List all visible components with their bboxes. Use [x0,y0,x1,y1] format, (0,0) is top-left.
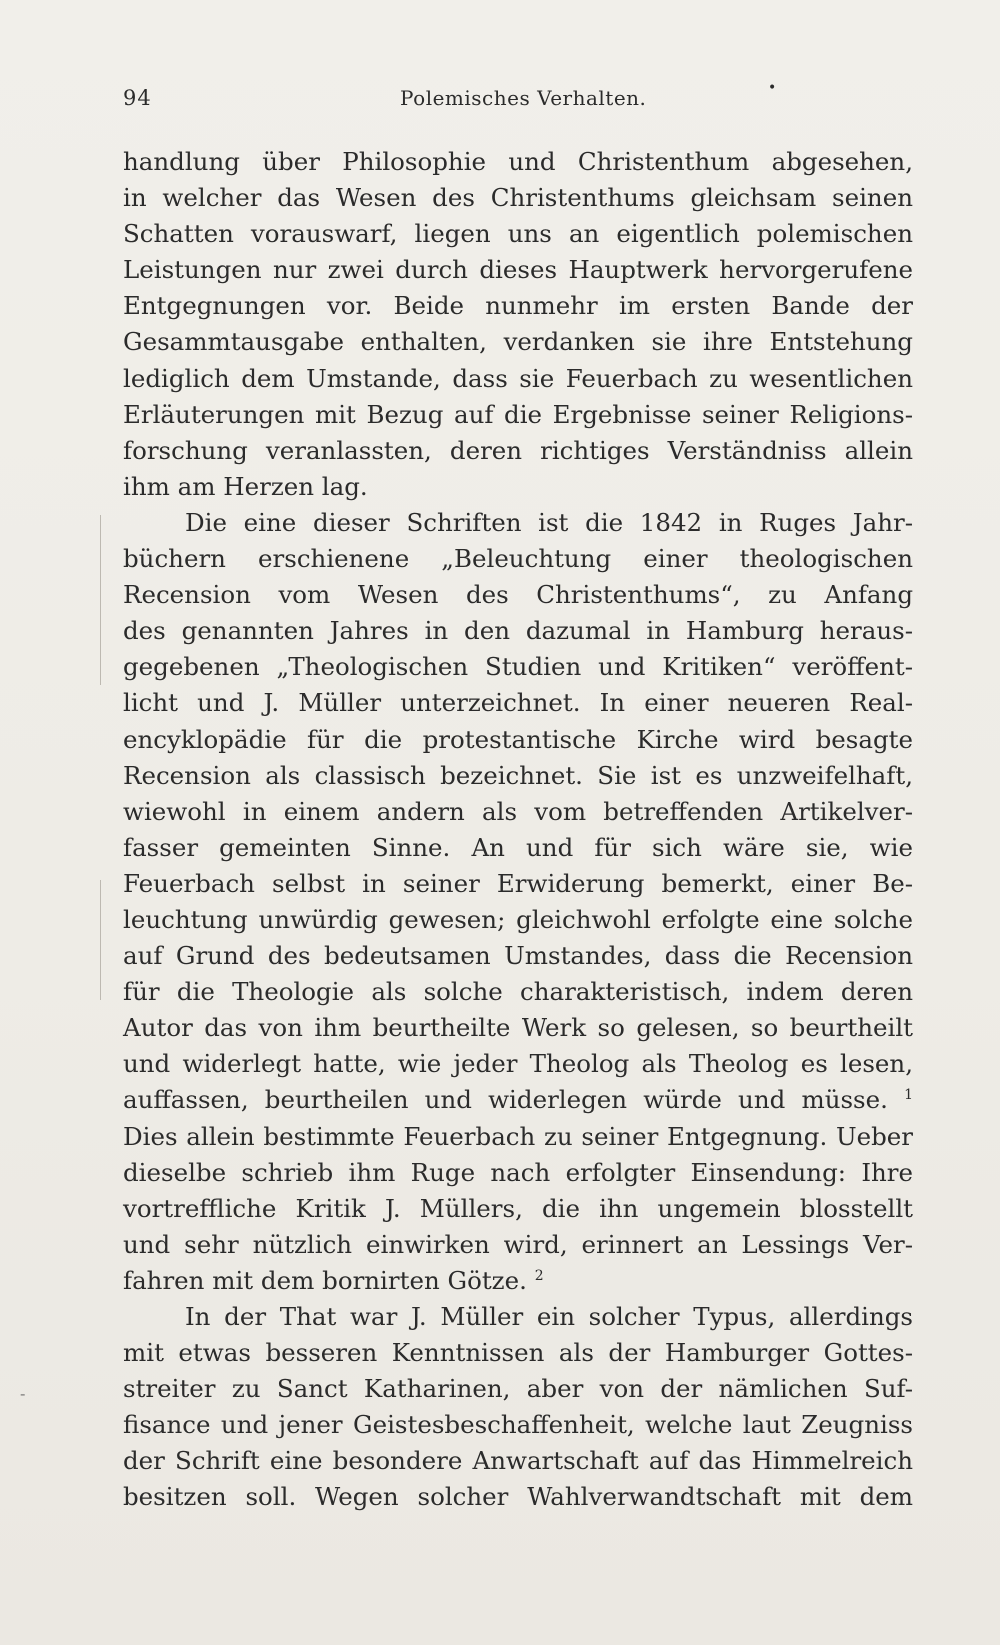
text-line-with-footnote [123,1263,913,1299]
text-line: fisance und jener Geistesbeschaffenheit, welche laut Zeugniss [123,1410,913,1440]
text-line: forschung veranlassten, deren richtiges Verständniss allein [123,435,913,465]
text-line: des genannten Jahres in den dazumal in Hamburg heraus- [123,616,913,646]
footnote-ref-1[interactable]: 1 [904,1087,913,1104]
text-line: Leistungen nur zwei durch dieses Hauptwerk hervorgerufene [123,255,913,285]
text-line: Autor das von ihm beurtheilte Werk so gelesen, so beurtheilt [123,1013,913,1043]
paragraph-3 [123,1299,913,1516]
text-line-content: fahren mit dem bornirten Götze. [123,1265,527,1295]
text-line: leuchtung unwürdig gewesen; gleichwohl erfolgte eine solche [123,904,913,934]
text-line: Dies allein bestimmte Feuerbach zu seiner Entgegnung. Ueber [123,1121,913,1151]
text-line: Recension als classisch bezeichnet. Sie ist es unzweifelhaft, [123,760,913,790]
margin-rule [100,880,101,1000]
text-line: fasser gemeinten Sinne. An und für sich wäre sie, wie [123,832,913,862]
text-line: handlung über Philosophie und Christenthum abgesehen, [123,147,913,176]
footnote-ref-2[interactable]: 2 [534,1267,544,1284]
text-line: Recension vom Wesen des Christenthums“, zu Anfang [123,580,913,610]
running-title: Polemisches Verhalten. [400,86,647,110]
text-line-with-footnote [123,1082,913,1118]
text-line: gegebenen „Theologischen Studien und Kritiken“ veröffent- [123,652,913,682]
text-line: In der That war J. Müller ein solcher Typus, allerdings [185,1302,913,1331]
text-line: ihm am Herzen lag. [123,471,368,501]
page-header [123,80,913,120]
text-line: wiewohl in einem andern als vom betreffenden Artikelver- [123,796,913,826]
text-line: Gesammtausgabe enthalten, verdanken sie ihre Entstehung [123,327,913,357]
body-text [123,144,913,1516]
text-line: in welcher das Wesen des Christenthums gleichsam seinen [123,183,913,213]
page-number: 94 [123,86,152,110]
text-line: der Schrift eine besondere Anwartschaft auf das Himmelreich [123,1446,913,1476]
paragraph-2 [123,505,913,1299]
paragraph-1 [123,144,913,505]
text-line: encyklopädie für die protestantische Kirche wird besagte [123,724,913,754]
text-line: büchern erschienene „Beleuchtung einer theologischen [123,544,913,574]
text-line: streiter zu Sanct Katharinen, aber von der nämlichen Suf- [123,1374,913,1404]
text-line: dieselbe schrieb ihm Ruge nach erfolgter Einsendung: Ihre [123,1157,913,1187]
header-mark: • [768,80,777,96]
text-line: Entgegnungen vor. Beide nunmehr im ersten Bande der [123,291,913,321]
margin-dash: - [20,1384,26,1403]
text-line: auf Grund des bedeutsamen Umstandes, dass die Recension [123,941,913,971]
text-line: Feuerbach selbst in seiner Erwiderung bemerkt, einer Be- [123,868,913,898]
text-line: besitzen soll. Wegen solcher Wahlverwandtschaft mit dem [123,1482,913,1512]
text-line: Schatten vorauswarf, liegen uns an eigentlich polemischen [123,219,913,249]
text-line: und sehr nützlich einwirken wird, erinnert an Lessings Ver- [123,1229,913,1259]
text-line: Die eine dieser Schriften ist die 1842 in Ruges Jahr- [185,507,913,537]
text-line-content: auffassen, beurtheilen und widerlegen würde und müsse. [123,1085,888,1115]
text-line: licht und J. Müller unterzeichnet. In einer neueren Real- [123,688,913,718]
text-line: mit etwas besseren Kenntnissen als der Hamburger Gottes- [123,1338,913,1368]
text-line: lediglich dem Umstande, dass sie Feuerbach zu wesentlichen [123,363,913,393]
text-line: vortreffliche Kritik J. Müllers, die ihn ungemein blosstellt [123,1193,913,1223]
margin-rule [100,515,101,685]
text-line: für die Theologie als solche charakteristisch, indem deren [123,977,913,1007]
text-line: und widerlegt hatte, wie jeder Theolog als Theolog es lesen, [123,1049,913,1079]
text-line: Erläuterungen mit Bezug auf die Ergebnisse seiner Religions- [123,399,913,429]
